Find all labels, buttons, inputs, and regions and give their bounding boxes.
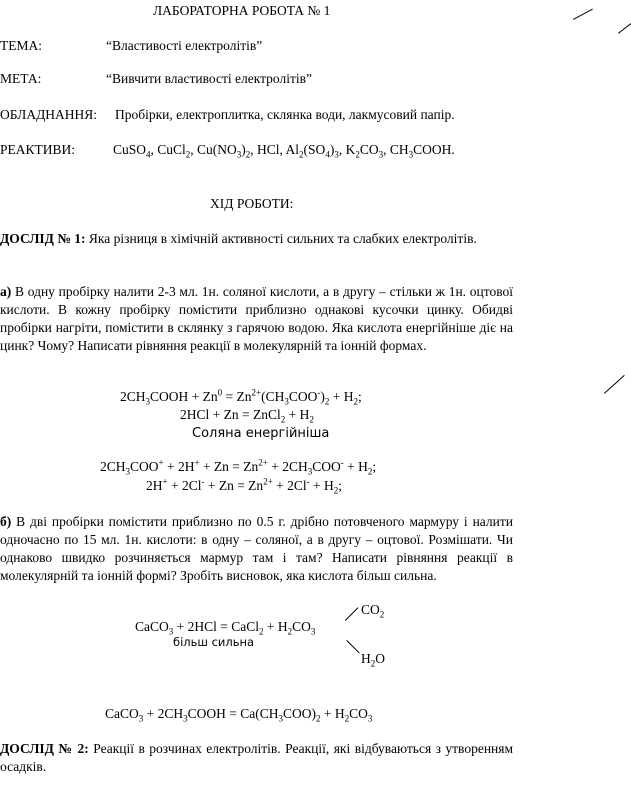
equation-acetic-zinc: $2CH_3COOH + Zn^0 = Zn^{2+}(CH_3COO^-)_2 + H_2$; — [120, 387, 362, 407]
document-title: ЛАБОРАТОРНА РОБОТА № 1 — [153, 3, 331, 18]
header-value-tema: “Властивості електролітів” — [106, 38, 263, 53]
part-b-paragraph — [0, 513, 513, 585]
header-label-tema: ТЕМА: — [0, 38, 42, 53]
header-label-equipment: ОБЛАДНАННЯ: — [0, 107, 98, 122]
margin-mark — [573, 9, 593, 20]
decomposition-arrow-up — [345, 607, 358, 620]
experiment-1-text: Яка різниця в хімічній активності сильних та слабких електролітів. — [88, 231, 477, 246]
part-b-text: В дві пробірки помістити приблизно по 0.5 г. дрібно потовченого мармуру і налити одночасно по 15 мл. 1н. кислоти: в одну – соляної, а в другу – оцтової. Розмішати. Чи однаково швидко розчиняється мармур там і там? Написати рівняння реакції в молекулярній та іонній формі? Зробіть висновок, яка кислота більш сильна. — [0, 514, 513, 583]
experiment-1-heading — [0, 230, 513, 248]
header-label-reagents: РЕАКТИВИ: — [0, 142, 76, 157]
experiment-2-text: Реакції в розчинах електролітів. Реакції, які відбуваються з утворенням осадків. — [0, 741, 514, 774]
header-label-meta: МЕТА: — [0, 71, 42, 86]
equation-hcl-zinc: 2HCl + Zn = ZnCl$_2$ + $H_2$ — [180, 407, 314, 425]
part-a-label: а) — [0, 284, 12, 299]
product-h2o: $H_2O$ — [361, 651, 385, 669]
ionic-equation-hcl: $2H^+ + 2Cl^- + Zn = Zn^{2+} + 2Cl^- + H_2$; — [146, 476, 343, 496]
equation-caco3-acetic: CaCO$_3$ + $2CH_3COOH = Ca(CH_3COO)_2 + H_2CO_3$ — [105, 706, 373, 724]
header-value-meta: “Вивчити властивості електролітів” — [106, 71, 313, 86]
margin-mark — [618, 23, 631, 34]
conclusion-a: Соляна енергійніша — [192, 426, 330, 441]
part-a-text: В одну пробірку налити 2-3 мл. 1н. соляної кислоти, а в другу – стільки ж 1н. оцтової кислоти. В кожну пробірку помістити приблизно однакові кусочки цинку. Обидві пробірки нагріти, помістити в склянку з гарячою водою. Яка кислота енергійніше діє на цинк? Чому? Написати рівняння реакції в молекулярній та іонній формах. — [0, 284, 514, 353]
header-value-equipment: Пробірки, електроплитка, склянка води, лакмусовий папір. — [115, 107, 455, 122]
conclusion-b: більш сильна — [173, 635, 255, 649]
equation-caco3-hcl: CaCO$_3$ + 2HCl = CaCl$_2$ + $H_2CO_3$ — [135, 619, 316, 637]
product-co2: $CO_2$ — [361, 602, 385, 620]
ionic-equation-acetic: $2CH_3COO^+ + 2H^+ + Zn = Zn^{2+} + 2CH_3COO^- + H_2$; — [100, 457, 377, 477]
margin-mark — [604, 375, 625, 394]
experiment-1-label: ДОСЛІД № 1: — [0, 231, 86, 246]
part-b-label: б) — [0, 514, 12, 529]
experiment-2-label: ДОСЛІД № 2: — [0, 741, 89, 756]
experiment-2-heading — [0, 740, 513, 776]
part-a-paragraph — [0, 283, 513, 355]
reagents-list: CuSO$_4$, CuCl$_2$, $Cu(NO_3)_2$, HCl, $Al_2(SO_4)_3$, $K_2CO_3$, $CH_3COOH$. — [113, 142, 455, 160]
section-title: ХІД РОБОТИ: — [210, 196, 294, 211]
decomposition-arrow-down — [346, 640, 359, 653]
